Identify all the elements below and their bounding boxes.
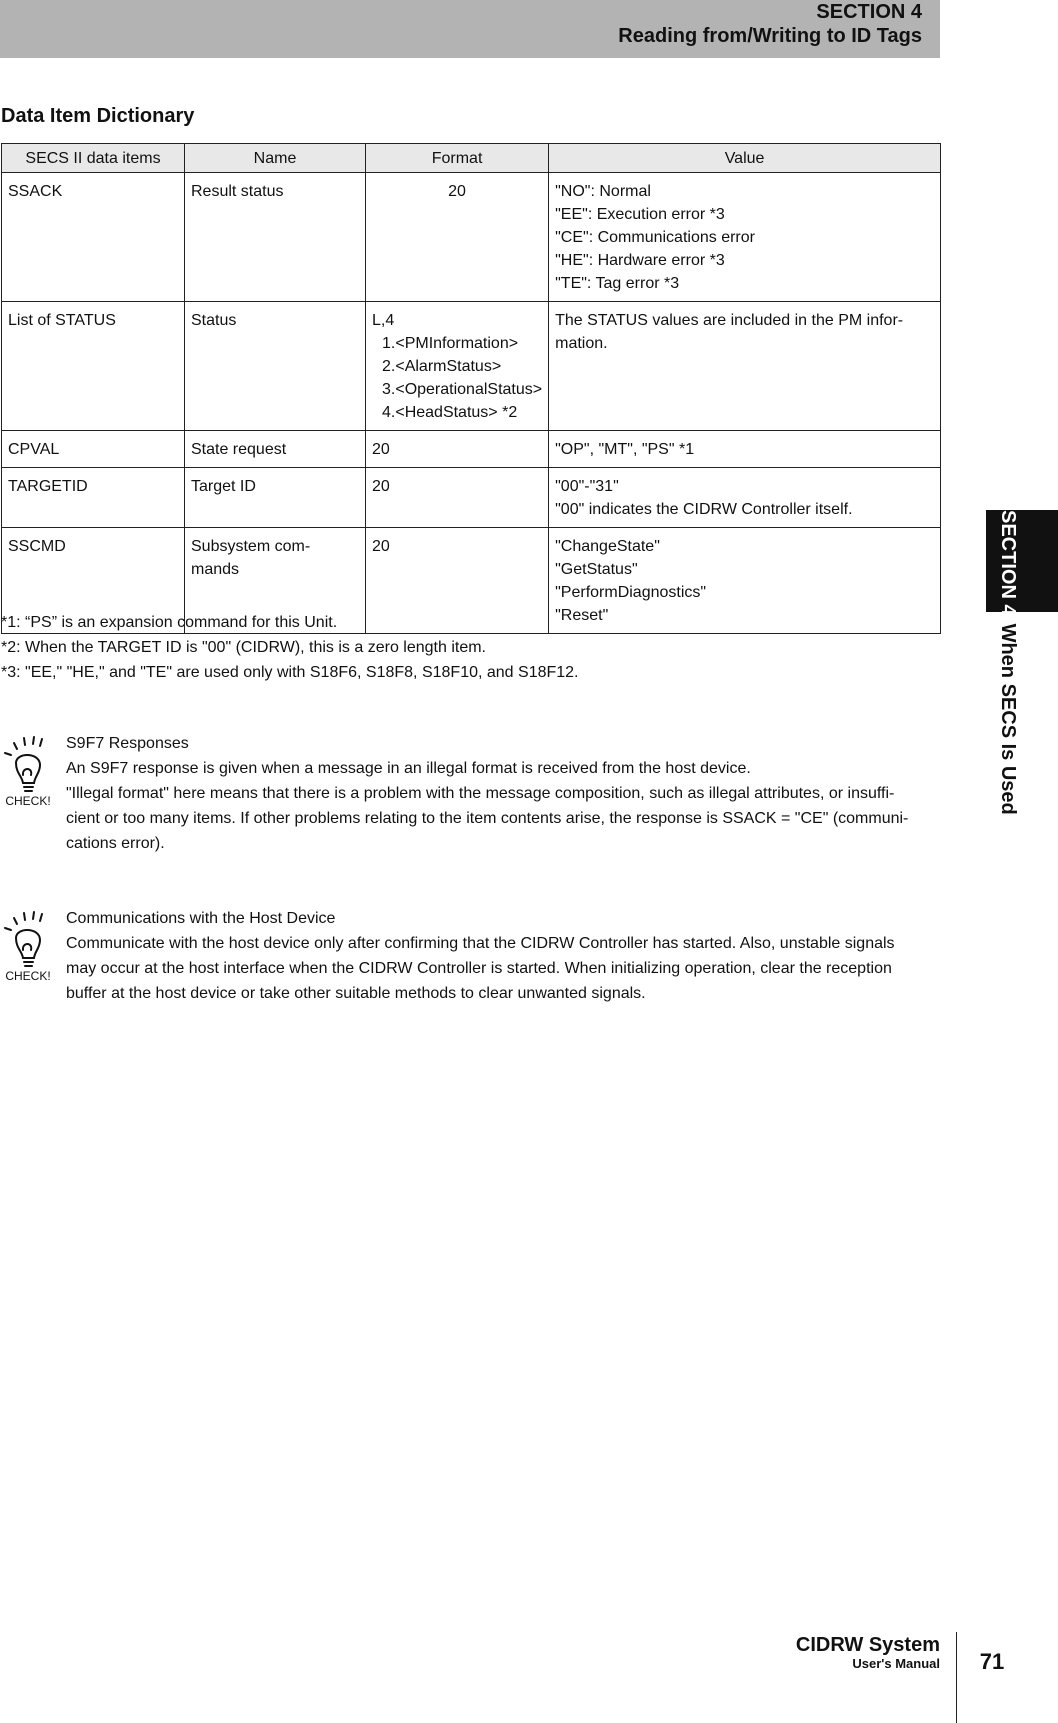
- footer-product: CIDRW System: [795, 1634, 940, 1656]
- col-header-items: SECS II data items: [2, 144, 185, 173]
- note-host-communications: [66, 906, 940, 1006]
- note-line: may occur at the host interface when the CIDRW Controller is started. When initializing operation, clear the reception: [66, 960, 892, 977]
- note-title: Communications with the Host Device: [66, 910, 336, 927]
- note-s9f7-responses: [66, 731, 940, 856]
- cell-format: 20: [366, 431, 549, 468]
- note-line: "Illegal format" here means that there is a problem with the message composition, such as illegal attributes, or insuffi-: [66, 785, 895, 802]
- cell-name: Target ID: [185, 468, 366, 528]
- header-title: Reading from/Writing to ID Tags: [618, 25, 922, 47]
- note-line: An S9F7 response is given when a message in an illegal format is received from the host device.: [66, 760, 751, 777]
- table-header-row: [2, 144, 941, 173]
- svg-text:CHECK!: CHECK!: [5, 969, 51, 982]
- note-line: buffer at the host device or take other suitable methods to clear unwanted signals.: [66, 985, 646, 1002]
- col-header-value: Value: [549, 144, 941, 173]
- check-lightbulb-icon: [0, 733, 56, 807]
- cell-name: Status: [185, 302, 366, 431]
- side-tab: [994, 510, 1022, 815]
- footer-manual: User's Manual: [852, 1656, 940, 1671]
- table-row: [2, 431, 941, 468]
- cell-value: "NO": Normal "EE": Execution error *3 "CE": Communications error "HE": Hardware error *3 "TE": Tag error *3: [549, 173, 941, 302]
- svg-text:CHECK!: CHECK!: [5, 794, 51, 807]
- cell-item: SSACK: [2, 173, 185, 302]
- side-tab-title: When SECS Is Used: [997, 623, 1019, 815]
- footer-brand: [796, 1634, 940, 1672]
- footnote: *3: "EE," "HE," and "TE" are used only with S18F6, S18F8, S18F10, and S18F12.: [1, 664, 579, 681]
- cell-format: 20: [366, 468, 549, 528]
- check-lightbulb-icon: [0, 908, 56, 982]
- cell-value: "ChangeState" "GetStatus" "PerformDiagnostics" "Reset": [549, 528, 941, 634]
- footnote: *1: “PS” is an expansion command for this Unit.: [1, 614, 338, 631]
- side-tab-section: SECTION 4: [997, 510, 1019, 616]
- table-row: [2, 468, 941, 528]
- note-line: cient or too many items. If other problems relating to the item contents arise, the response is SSACK = "CE" (communi-: [66, 810, 909, 827]
- data-item-table: [1, 143, 941, 634]
- page-number: 71: [979, 1649, 1005, 1674]
- cell-item: List of STATUS: [2, 302, 185, 431]
- header-section: SECTION 4: [816, 1, 922, 23]
- cell-item: TARGETID: [2, 468, 185, 528]
- note-line: Communicate with the host device only after confirming that the CIDRW Controller has started. Also, unstable signals: [66, 935, 895, 952]
- cell-name: Subsystem com- mands: [185, 528, 366, 634]
- header-band: [0, 0, 940, 58]
- cell-name: Result status: [185, 173, 366, 302]
- cell-value: The STATUS values are included in the PM infor- mation.: [549, 302, 941, 431]
- cell-value: "00"-"31" "00" indicates the CIDRW Controller itself.: [549, 468, 941, 528]
- col-header-format: Format: [366, 144, 549, 173]
- page-title: Data Item Dictionary: [1, 105, 195, 127]
- cell-format: 20: [366, 173, 549, 302]
- cell-format: L,4 1.<PMInformation> 2.<AlarmStatus> 3.<OperationalStatus> 4.<HeadStatus> *2: [366, 302, 549, 431]
- table-row: [2, 302, 941, 431]
- note-title: S9F7 Responses: [66, 735, 189, 752]
- cell-item: SSCMD: [2, 528, 185, 634]
- col-header-name: Name: [185, 144, 366, 173]
- cell-item: CPVAL: [2, 431, 185, 468]
- note-line: cations error).: [66, 835, 165, 852]
- footnote: *2: When the TARGET ID is "00" (CIDRW), this is a zero length item.: [1, 639, 486, 656]
- footer-divider: [956, 1632, 957, 1723]
- cell-format: 20: [366, 528, 549, 634]
- running-header: [618, 0, 922, 48]
- footnotes: [1, 610, 579, 685]
- cell-value: "OP", "MT", "PS" *1: [549, 431, 941, 468]
- cell-name: State request: [185, 431, 366, 468]
- table-row: [2, 173, 941, 302]
